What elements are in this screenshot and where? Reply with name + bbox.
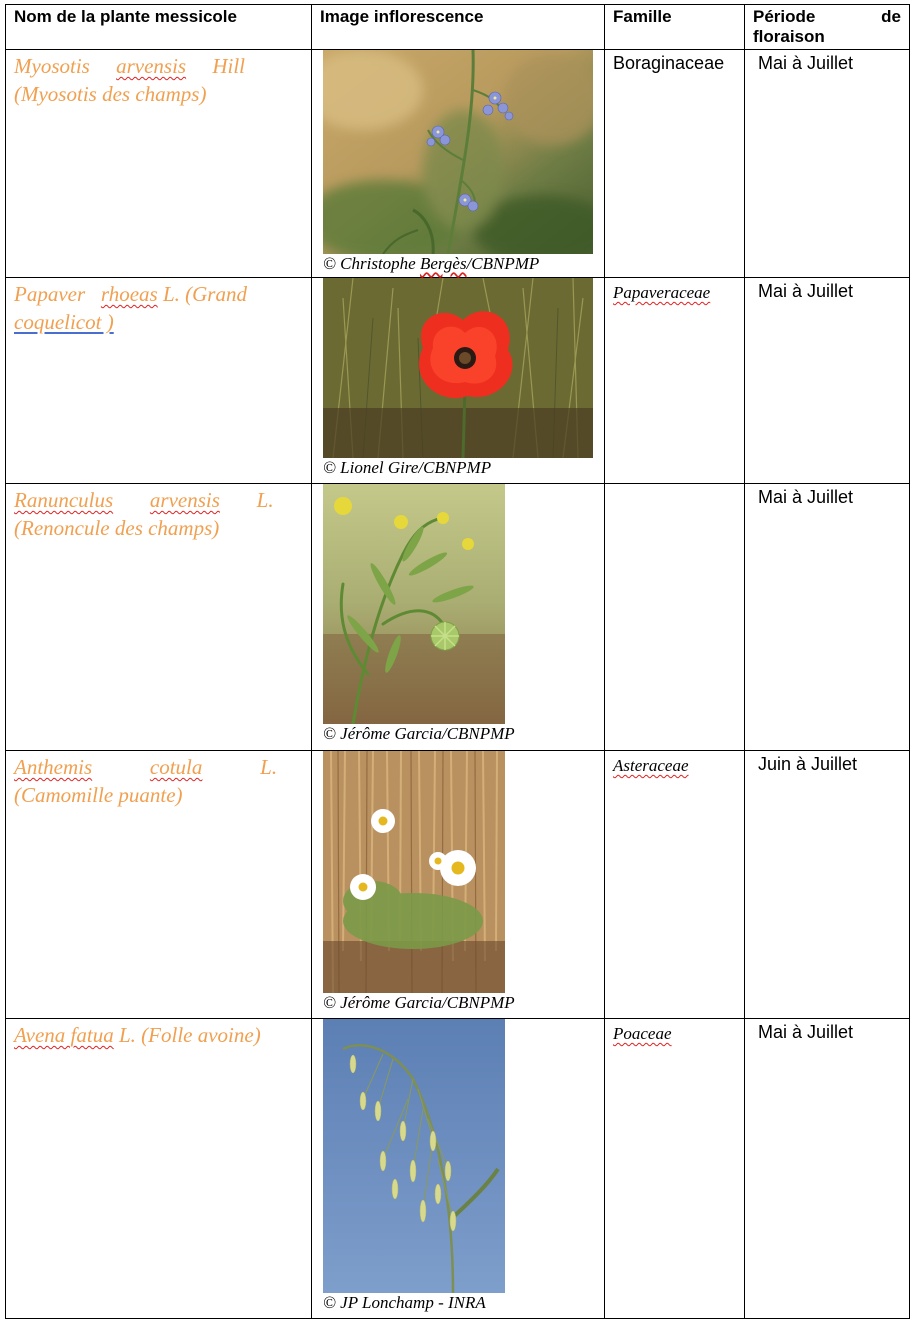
plant-name-cell — [6, 751, 312, 1019]
plant-name: Avena fatua L. (Folle avoine) — [14, 1023, 261, 1047]
anthemis-photo — [323, 751, 505, 993]
plant-name: Myosotis arvensis Hill (Myosotis des champs) — [14, 54, 245, 106]
avena-photo — [323, 1019, 505, 1293]
messicole-table — [5, 4, 910, 1319]
myosotis-photo — [323, 50, 593, 254]
header-row — [6, 5, 910, 50]
header-family: Famille — [605, 5, 745, 50]
header-image: Image inflorescence — [312, 5, 605, 50]
family-cell: Boraginaceae — [605, 50, 745, 278]
plant-name-cell — [6, 50, 312, 278]
table-row — [6, 1019, 910, 1319]
ranunculus-photo — [323, 484, 505, 724]
plant-name: Ranunculus arvensis L. (Renoncule des champs) — [14, 488, 274, 540]
photo-credit: © JP Lonchamp - INRA — [323, 1293, 486, 1312]
photo-credit: © Jérôme Garcia/CBNPMP — [323, 724, 515, 743]
table-row — [6, 50, 910, 278]
photo-credit: © Christophe Bergès/CBNPMP — [323, 254, 540, 273]
plant-name: Papaver rhoeas L. (Grand coquelicot ) — [14, 282, 247, 334]
image-cell — [312, 50, 605, 278]
table-row — [6, 484, 910, 751]
table-row — [6, 751, 910, 1019]
family-cell: Papaveraceae — [605, 278, 745, 484]
photo-credit: © Lionel Gire/CBNPMP — [323, 458, 492, 477]
plant-name: Anthemis cotula L. (Camomille puante) — [14, 755, 278, 807]
family-cell — [605, 484, 745, 751]
plant-name-cell — [6, 1019, 312, 1319]
period-cell: Mai à Juillet — [745, 484, 910, 751]
photo-credit: © Jérôme Garcia/CBNPMP — [323, 993, 515, 1012]
family-cell: Asteraceae — [605, 751, 745, 1019]
period-cell: Juin à Juillet — [745, 751, 910, 1019]
image-cell — [312, 1019, 605, 1319]
period-cell: Mai à Juillet — [745, 1019, 910, 1319]
family-cell: Poaceae — [605, 1019, 745, 1319]
plant-name-cell — [6, 484, 312, 751]
period-cell: Mai à Juillet — [745, 278, 910, 484]
table-row — [6, 278, 910, 484]
header-period: Période de floraison — [745, 5, 910, 50]
image-cell — [312, 484, 605, 751]
period-cell: Mai à Juillet — [745, 50, 910, 278]
poppy-photo — [323, 278, 593, 458]
image-cell — [312, 278, 605, 484]
image-cell — [312, 751, 605, 1019]
header-name: Nom de la plante messicole — [6, 5, 312, 50]
plant-name-cell — [6, 278, 312, 484]
